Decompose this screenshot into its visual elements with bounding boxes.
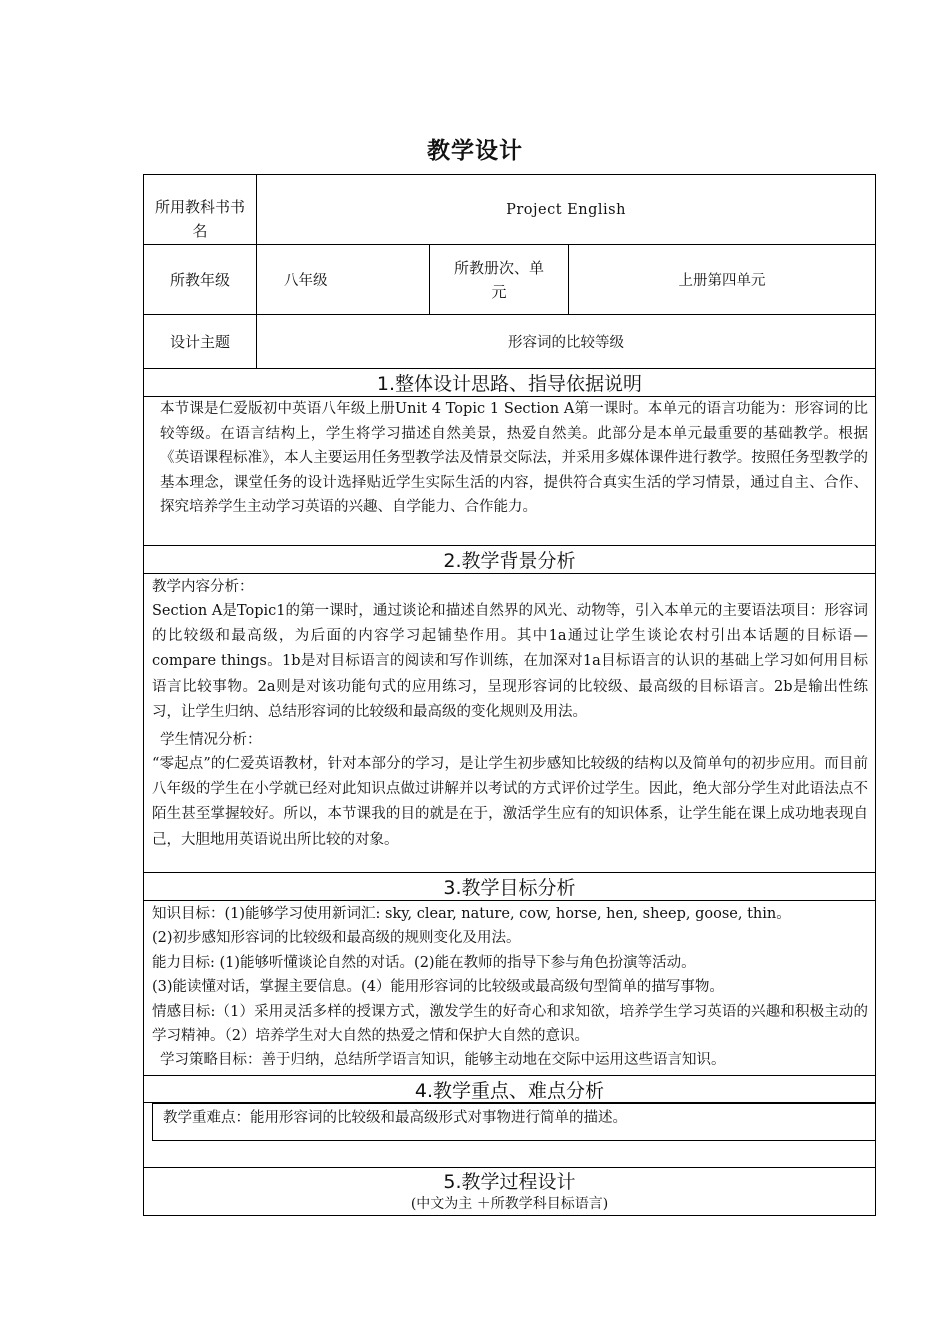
page-title: 教学设计 — [427, 138, 523, 164]
unit-value: 上册第四单元 — [678, 273, 766, 289]
section3-goals — [152, 902, 868, 1073]
row-divider — [144, 900, 875, 901]
section5-heading: 5.教学过程设计 — [443, 1170, 576, 1193]
student-analysis-body: “零起点”的仁爱英语教材，针对本部分的学习，是让学生初步感知比较级的结构以及简单句的初步应用。而目前八年级的学生在小学就已经对此知识点做过讲解并以考试的方式评价过学生。因此，绝大部分学生对此语法点不陌生甚至掌握较好。所以，本节课我的目的就是在于，激活学生应有的知识体系，让学生能在课上成功地表现自己，大胆地用英语说出所比较的对象。 — [152, 756, 868, 848]
section4-body: 教学重难点：能用形容词的比较级和最高级形式对事物进行简单的描述。 — [163, 1110, 627, 1126]
unit-label: 所教册次、单元 — [453, 258, 544, 301]
goal-line: (2)初步感知形容词的比较级和最高级的规则变化及用法。 — [152, 930, 521, 947]
grade-value: 八年级 — [284, 273, 328, 289]
content-analysis-label: 教学内容分析： — [152, 579, 254, 595]
content-analysis-body: Section A是Topic1的第一课时，通过谈论和描述自然界的风光、动物等，引入本单元的主要语法项目：形容词的比较级和最高级，为后面的内容学习起铺垫作用。其中1a通过让学生谈论农村引出本话题的目标语—compare things。1b是对目标语言的阅读和写作训练，在加深对1a目标语言的认识的基础上学习如何用目标语言比较事物。2a则是对该功能句式的应用练习，呈现形容词的比较级、最高级的目标语言。2b是输出性练习，让学生归纳、总结形容词的比较级和最高级的变化规则及用法。 — [152, 603, 868, 720]
textbook-label: 所用教科书书名 — [154, 198, 245, 240]
section5-subheading: (中文为主 ＋所教学科目标语言) — [410, 1196, 609, 1212]
grade-label: 所教年级 — [169, 270, 230, 289]
goal-line: 学习策略目标：善于归纳，总结所学语言知识，能够主动地在交际中运用这些语言知识。 — [160, 1052, 726, 1069]
section1-heading: 1.整体设计思路、指导依据说明 — [376, 373, 643, 395]
topic-value: 形容词的比较等级 — [508, 335, 624, 351]
goal-line: 情感目标:（1）采用灵活多样的授课方式，激发学生的好奇心和求知欲，培养学生学习英语的兴趣和积极主动的学习精神。（2）培养学生对大自然的热爱之情和保护大自然的意识。 — [152, 1003, 868, 1045]
goal-line: 能力目标: (1)能够听懂谈论自然的对话。(2)能在教师的指导下参与角色扮演等活动。 — [152, 954, 696, 971]
key-points-box — [152, 1103, 876, 1141]
section3-heading: 3.教学目标分析 — [443, 877, 576, 899]
section4-heading: 4.教学重点、难点分析 — [414, 1079, 605, 1102]
row-divider — [144, 573, 875, 574]
section2-content — [152, 575, 868, 853]
goal-line: 知识目标：(1)能够学习使用新词汇: sky, clear, nature, cow, horse, hen, sheep, goose, thin。 — [152, 906, 791, 922]
section1-body: 本节课是仁爱版初中英语八年级上册Unit 4 Topic 1 Section A第一课时。本单元的语言功能为：形容词的比较等级。在语言结构上，学生将学习描述自然美景，热爱自然美。此部分是本单元最重要的基础教学。根据《英语课程标准》，本人主要运用任务型教学法及情景交际法，并采用多媒体课件进行教学。按照任务型教学的基本理念，课堂任务的设计选择贴近学生实际生活的内容，提供符合真实生活的学习情景，通过自主、合作、探究培养学生主动学习英语的兴趣、自学能力、合作能力。 — [160, 401, 868, 516]
lesson-plan-table — [143, 174, 876, 1216]
student-analysis-label: 学生情况分析： — [160, 732, 262, 749]
goal-line: (3)能读懂对话，掌握主要信息。(4）能用形容词的比较级或最高级句型简单的描写事物。 — [152, 979, 724, 996]
column-divider — [429, 244, 430, 314]
topic-label: 设计主题 — [169, 332, 230, 351]
textbook-value: Project English — [506, 201, 626, 218]
section2-heading: 2.教学背景分析 — [443, 550, 576, 572]
